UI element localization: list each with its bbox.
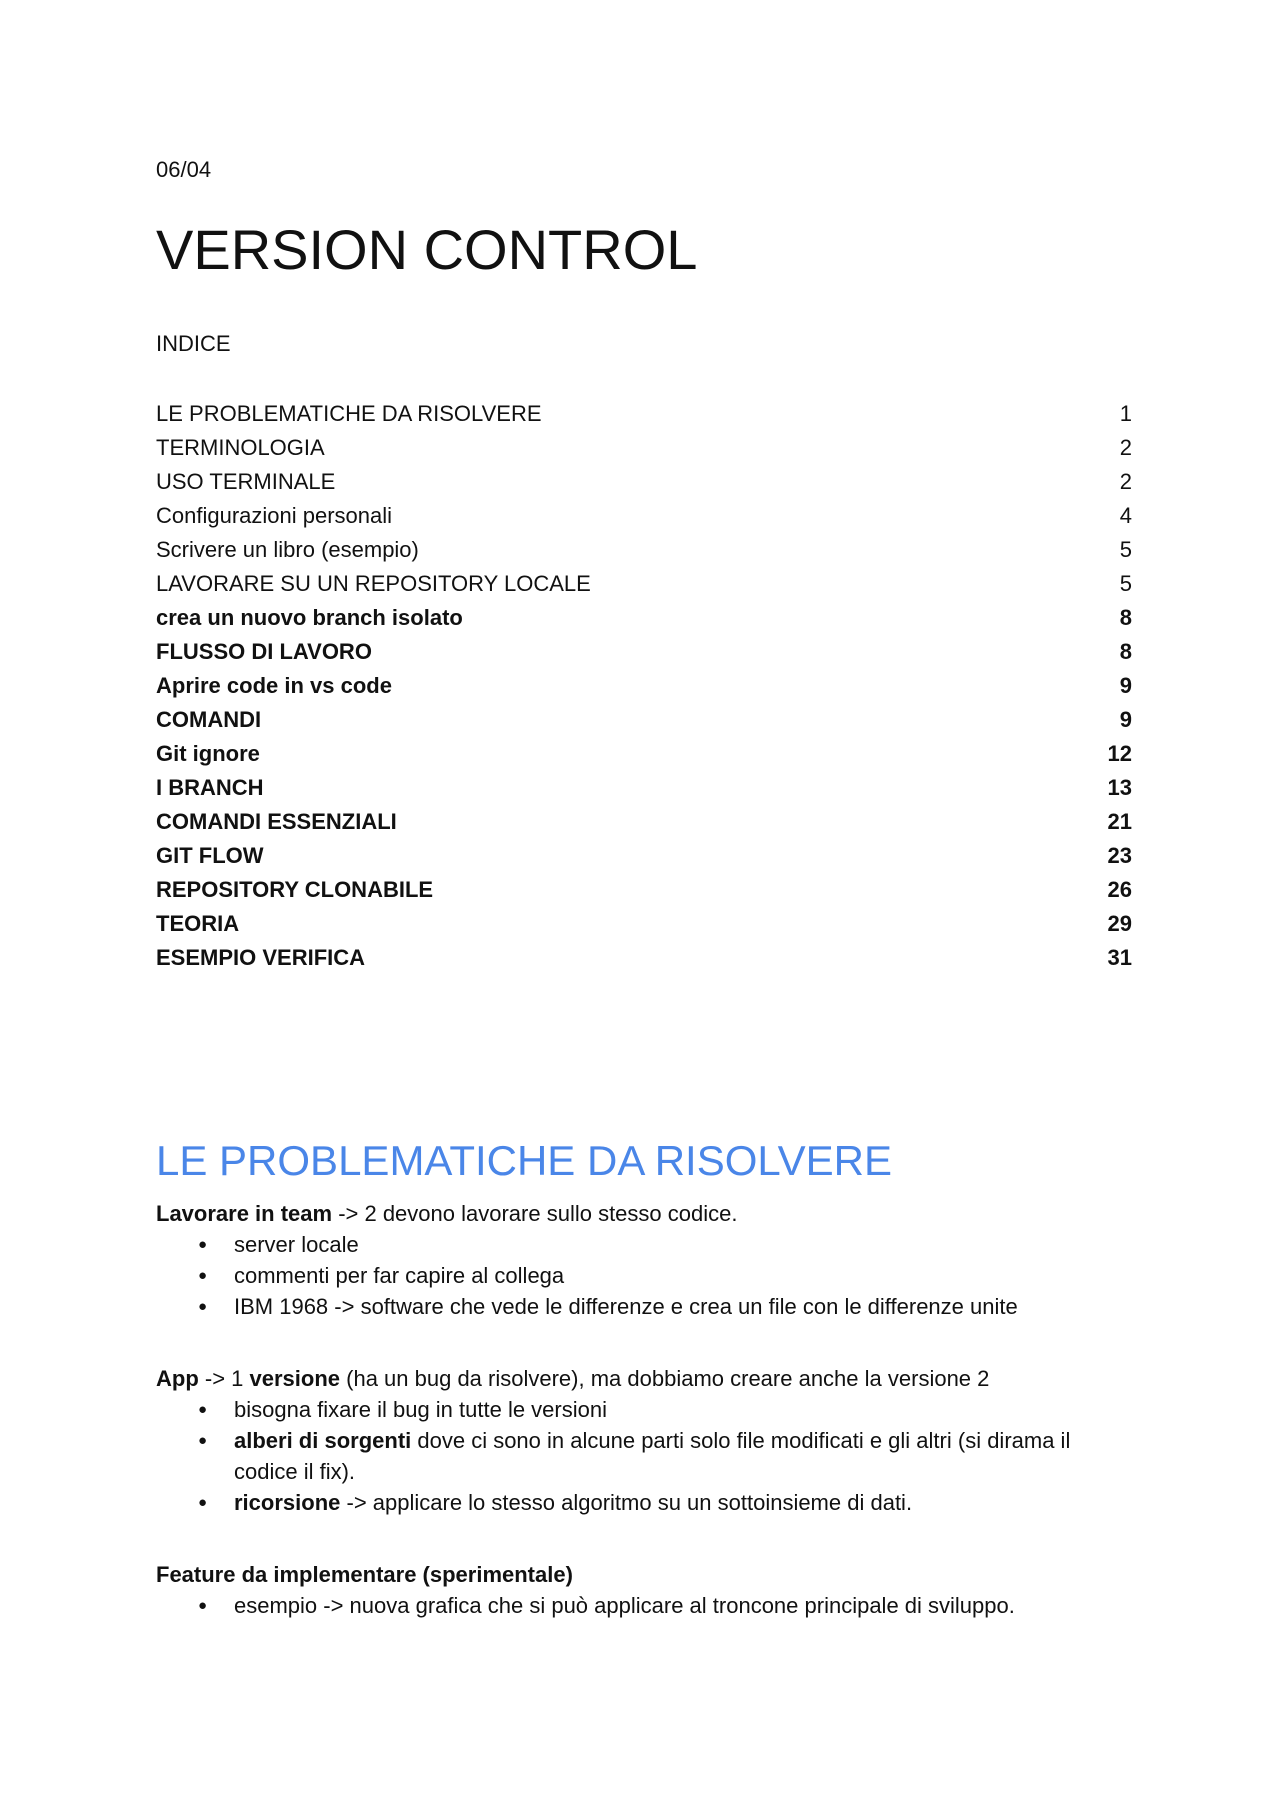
toc-entry-page: 8 <box>1119 639 1132 664</box>
list-item: ● ricorsione -> applicare lo stesso algoritmo su un sottoinsieme di dati. <box>156 1487 1132 1518</box>
bullet-icon: ● <box>198 1597 208 1614</box>
toc-entry-page: 8 <box>1119 605 1132 630</box>
toc-entry-label: I BRANCH <box>156 775 264 800</box>
toc-entry[interactable] <box>156 741 1132 775</box>
toc-entry[interactable] <box>156 571 1132 605</box>
toc-entry-page: 5 <box>1119 571 1132 596</box>
toc-entry-label: Configurazioni personali <box>156 503 393 528</box>
section-heading: LE PROBLEMATICHE DA RISOLVERE <box>156 1137 892 1184</box>
toc-entry-page: 29 <box>1107 911 1132 936</box>
paragraph-lead: App -> 1 versione (ha un bug da risolvere), ma dobbiamo creare anche la versione 2 <box>156 1366 990 1391</box>
toc-entry-label: LAVORARE SU UN REPOSITORY LOCALE <box>156 571 591 596</box>
bullet-icon: ● <box>198 1432 208 1449</box>
toc-heading: INDICE <box>156 331 231 356</box>
toc-entry-label: TERMINOLOGIA <box>156 435 325 460</box>
toc-entry-page: 5 <box>1119 537 1132 562</box>
toc-entry-label: FLUSSO DI LAVORO <box>156 639 372 664</box>
bullet-list <box>156 1590 1132 1621</box>
toc-entry-label: COMANDI ESSENZIALI <box>156 809 397 834</box>
toc-entry-label: REPOSITORY CLONABILE <box>156 877 434 902</box>
toc-entry[interactable] <box>156 945 1132 979</box>
toc-entry-label: LE PROBLEMATICHE DA RISOLVERE <box>156 401 542 426</box>
date-label: 06/04 <box>156 157 212 182</box>
bullet-icon: ● <box>198 1494 208 1511</box>
toc-entry-page: 21 <box>1107 809 1132 834</box>
toc-entry-label: GIT FLOW <box>156 843 264 868</box>
toc-entry[interactable] <box>156 843 1132 877</box>
toc-entry-page: 4 <box>1119 503 1132 528</box>
toc-entry[interactable] <box>156 537 1132 571</box>
toc-entry-label: COMANDI <box>156 707 262 732</box>
bullet-icon: ● <box>198 1401 208 1418</box>
toc-entry-label: Scrivere un libro (esempio) <box>156 537 419 562</box>
bold-term: Feature da implementare (sperimentale) <box>156 1562 573 1587</box>
toc-entry[interactable] <box>156 469 1132 503</box>
paragraph-lavorare-in-team <box>156 1201 1132 1322</box>
bullet-icon: ● <box>198 1298 208 1315</box>
toc-entry[interactable] <box>156 775 1132 809</box>
list-item: ● esempio -> nuova grafica che si può applicare al troncone principale di sviluppo. <box>156 1590 1132 1621</box>
paragraph-text: -> 2 devono lavorare sullo stesso codice. <box>332 1201 738 1226</box>
list-item: ● commenti per far capire al collega <box>156 1260 1132 1291</box>
bold-term: App <box>156 1366 199 1391</box>
toc-entry-label: USO TERMINALE <box>156 469 336 494</box>
toc-entry-page: 12 <box>1107 741 1132 766</box>
toc-entry-label: Aprire code in vs code <box>156 673 392 698</box>
paragraph-feature <box>156 1562 1132 1621</box>
toc-entry-label: ESEMPIO VERIFICA <box>156 945 366 970</box>
toc-entry[interactable] <box>156 673 1132 707</box>
toc-entry[interactable] <box>156 809 1132 843</box>
paragraph-lead <box>156 1201 1132 1227</box>
toc-entry[interactable] <box>156 503 1132 537</box>
toc-entry[interactable] <box>156 401 1132 435</box>
toc-entry[interactable] <box>156 605 1132 639</box>
toc-entry-label: crea un nuovo branch isolato <box>156 605 463 630</box>
bullet-icon: ● <box>198 1236 208 1253</box>
bold-term: Lavorare in team <box>156 1201 333 1226</box>
paragraph-app-versione <box>156 1366 1132 1518</box>
toc-entry[interactable] <box>156 877 1132 911</box>
toc-entry[interactable] <box>156 435 1132 469</box>
list-item: ● server locale <box>156 1229 1132 1260</box>
toc-entry[interactable] <box>156 707 1132 741</box>
bold-term: alberi di sorgenti <box>234 1428 412 1453</box>
bullet-icon: ● <box>198 1267 208 1284</box>
bold-term: versione <box>249 1366 341 1391</box>
toc-entry-label: TEORIA <box>156 911 240 936</box>
bullet-list <box>156 1394 1132 1518</box>
toc-entry-page: 31 <box>1107 945 1132 970</box>
toc-entry-page: 9 <box>1119 673 1132 698</box>
toc-entry-label: Git ignore <box>156 741 260 766</box>
page-title: VERSION CONTROL <box>156 218 698 281</box>
toc-entry-page: 26 <box>1107 877 1132 902</box>
toc-entry-page: 2 <box>1119 435 1132 460</box>
toc-entry-page: 9 <box>1119 707 1132 732</box>
paragraph-lead <box>156 1562 1132 1588</box>
toc-entry[interactable] <box>156 639 1132 673</box>
toc-entry-page: 1 <box>1119 401 1132 426</box>
toc-entry-page: 23 <box>1107 843 1132 868</box>
list-item: ● bisogna fixare il bug in tutte le versioni <box>156 1394 1132 1425</box>
list-item: ● IBM 1968 -> software che vede le differenze e crea un file con le differenze unite <box>156 1291 1132 1322</box>
toc-entry[interactable] <box>156 911 1132 945</box>
list-item: ● alberi di sorgenti dove ci sono in alcune parti solo file modificati e gli altri (si dirama il codice il fix). <box>156 1425 1132 1487</box>
bullet-list <box>156 1229 1132 1322</box>
bold-term: ricorsione <box>234 1490 341 1515</box>
table-of-contents <box>156 401 1132 979</box>
toc-entry-page: 13 <box>1107 775 1132 800</box>
toc-entry-page: 2 <box>1119 469 1132 494</box>
